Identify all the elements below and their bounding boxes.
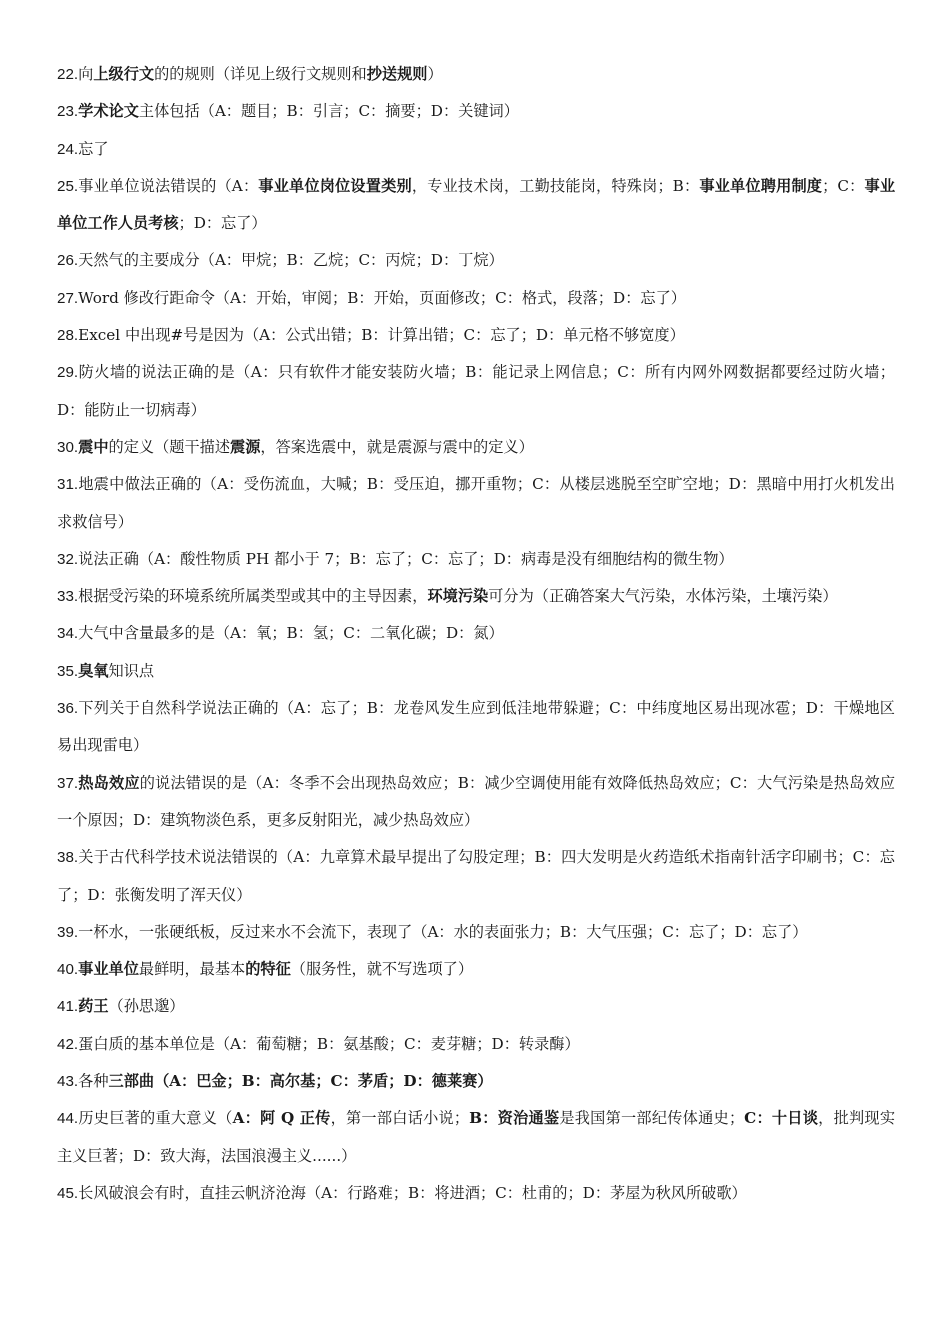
- bold-text: 上级行文: [93, 65, 155, 83]
- text-segment: Word 修改行距命令（A：开始，审阅；B：开始，页面修改；C：格式，段落；D：忘了）: [78, 288, 686, 307]
- question-number: 45.: [57, 1184, 79, 1202]
- question-item: [57, 914, 895, 951]
- question-item: [57, 1026, 895, 1063]
- question-number: 34.: [57, 625, 79, 643]
- question-item: [57, 131, 895, 168]
- text-segment: 的定义（题干描述: [108, 437, 230, 456]
- text-segment: 关于古代科学技术说法错误的（A：九章算术最早提出了勾股定理；B：四大发明是火药造纸术指南针活字印刷书；C：忘了；D：张衡发明了浑天仪）: [57, 848, 895, 904]
- bold-text: C：十日谈: [744, 1109, 819, 1128]
- question-item: [57, 466, 895, 541]
- question-item: [57, 242, 895, 279]
- document-page: [57, 56, 895, 1212]
- text-segment: Excel 中出现#号是因为（A：公式出错；B：计算出错；C：忘了；D：单元格不够宽度）: [78, 326, 685, 345]
- question-number: 37.: [57, 774, 79, 792]
- question-number: 39.: [57, 923, 79, 941]
- question-number: 41.: [57, 998, 79, 1016]
- bold-text: 震源: [230, 437, 261, 456]
- text-segment: 说法正确（A：酸性物质 PH 都小于 7；B：忘了；C：忘了；D：病毒是没有细胞结构的微生物）: [78, 549, 734, 568]
- text-segment: 是我国第一部纪传体通史；: [559, 1109, 745, 1128]
- question-item: [57, 839, 895, 914]
- question-item: [57, 1175, 895, 1212]
- question-number: 27.: [57, 289, 79, 307]
- text-segment: ，第一部白话小说；: [330, 1109, 470, 1128]
- question-number: 36.: [57, 700, 79, 718]
- text-segment: 一杯水，一张硬纸板，反过来水不会流下，表现了（A：水的表面张力；B：大气压强；C：忘了；D：忘了）: [78, 922, 808, 941]
- text-segment: 防火墙的说法正确的是（A：只有软件才能安装防火墙；B：能记录上网信息；C：所有内网外网数据都要经过防火墙；D：能防止一切病毒）: [57, 363, 895, 419]
- text-segment: ，专业技术岗，工勤技能岗，特殊岗；B：: [411, 176, 700, 195]
- question-item: [57, 429, 895, 466]
- question-number: 38.: [57, 849, 79, 867]
- text-segment: 最鲜明，最基本: [138, 960, 246, 979]
- text-segment: 向: [78, 65, 94, 83]
- question-item: [57, 765, 895, 840]
- text-segment: 事业单位说法错误的（A：: [78, 176, 259, 195]
- text-segment: ；D：忘了）: [178, 214, 267, 233]
- question-number: 23.: [57, 103, 79, 121]
- bold-text: 事业单位工作人员考核: [57, 176, 896, 233]
- text-segment: ；C：: [822, 176, 865, 195]
- bold-text: 事业单位岗位设置类别: [258, 176, 412, 195]
- question-item: [57, 317, 895, 354]
- question-number: 25.: [57, 177, 79, 195]
- question-item: [57, 354, 895, 429]
- text-segment: 的的规则（详见上级行文规则和: [154, 65, 367, 83]
- text-segment: ，答案选震中，就是震源与震中的定义）: [260, 437, 534, 456]
- text-segment: 根据受污染的环境系统所属类型或其中的主导因素，: [78, 587, 428, 606]
- text-segment: 各种: [78, 1072, 109, 1091]
- question-item: [57, 168, 895, 243]
- question-item: [57, 93, 895, 130]
- text-segment: 地震中做法正确的（A：受伤流血，大喊；B：受压迫，挪开重物；C：从楼层逃脱至空旷空地；D：黑暗中用打火机发出求救信号）: [57, 475, 895, 531]
- bold-text: 事业单位: [78, 960, 139, 979]
- bold-text: 的特征: [245, 960, 291, 979]
- bold-text: 药王: [78, 997, 109, 1016]
- question-item: [57, 1100, 895, 1175]
- question-number: 43.: [57, 1073, 79, 1091]
- question-item: [57, 690, 895, 765]
- question-number: 30.: [57, 438, 79, 456]
- text-segment: 历史巨著的重大意义（: [78, 1109, 233, 1128]
- text-segment: ）: [427, 65, 443, 83]
- bold-text: A：阿 Q 正传: [232, 1109, 331, 1128]
- question-number: 35.: [57, 662, 79, 680]
- text-segment: 主体包括（A：题目；B：引言；C：摘要；D：关键词）: [138, 102, 519, 121]
- question-number: 40.: [57, 961, 79, 979]
- bold-text: 学术论文: [78, 102, 139, 121]
- text-segment: 的说法错误的是（A：冬季不会出现热岛效应；B：减少空调使用能有效降低热岛效应；C：大气污染是热岛效应一个原因；D：建筑物淡色系，更多反射阳光，减少热岛效应）: [57, 773, 896, 829]
- text-segment: 下列关于自然科学说法正确的（A：忘了；B：龙卷风发生应到低洼地带躲避；C：中纬度地区易出现冰雹；D：干燥地区易出现雷电）: [57, 699, 895, 755]
- text-segment: 知识点: [108, 661, 155, 680]
- question-number: 31.: [57, 476, 79, 494]
- bold-text: 热岛效应: [78, 773, 140, 792]
- text-segment: 忘了: [78, 139, 109, 158]
- text-segment: 可分为（正确答案大气污染，水体污染，土壤污染）: [488, 587, 838, 606]
- bold-text: 环境污染: [427, 587, 489, 606]
- question-number: 32.: [57, 550, 79, 568]
- bold-text: 震中: [78, 437, 109, 456]
- question-item: [57, 615, 895, 652]
- bold-text: 抄送规则: [366, 65, 428, 83]
- question-item: [57, 541, 895, 578]
- bold-text: 三部曲（A：巴金；B：高尔基；C：茅盾；D：德莱赛）: [108, 1072, 493, 1091]
- text-segment: （服务性，就不写选项了）: [290, 960, 473, 979]
- question-item: [57, 578, 895, 615]
- question-number: 28.: [57, 327, 79, 345]
- text-segment: 大气中含量最多的是（A：氧；B：氢；C：二氧化碳；D：氮）: [78, 624, 504, 643]
- question-item: [57, 988, 895, 1025]
- question-number: 22.: [57, 66, 79, 83]
- question-number: 42.: [57, 1035, 79, 1053]
- question-item: [57, 653, 895, 690]
- bold-text: B：资治通鉴: [469, 1109, 560, 1128]
- text-segment: 天然气的主要成分（A：甲烷；B：乙烷；C：丙烷；D：丁烷）: [78, 251, 504, 270]
- bold-text: 事业单位聘用制度: [699, 176, 823, 195]
- question-item: [57, 951, 895, 988]
- question-number: 26.: [57, 252, 79, 270]
- bold-text: 臭氧: [78, 661, 109, 680]
- question-number: 24.: [57, 140, 79, 158]
- text-segment: （孙思邈）: [108, 997, 185, 1016]
- text-segment: ，批判现实主义巨著；D：致大海，法国浪漫主义......）: [57, 1109, 896, 1165]
- question-item: [57, 56, 895, 93]
- question-item: [57, 280, 895, 317]
- question-item: [57, 1063, 895, 1100]
- question-number: 33.: [57, 588, 79, 606]
- text-segment: 蛋白质的基本单位是（A：葡萄糖；B：氨基酸；C：麦芽糖；D：转录酶）: [78, 1034, 580, 1053]
- question-number: 29.: [57, 364, 79, 382]
- text-segment: 长风破浪会有时，直挂云帆济沧海（A：行路难；B：将进酒；C：杜甫的；D：茅屋为秋风所破歌）: [78, 1183, 747, 1202]
- question-number: 44.: [57, 1110, 79, 1128]
